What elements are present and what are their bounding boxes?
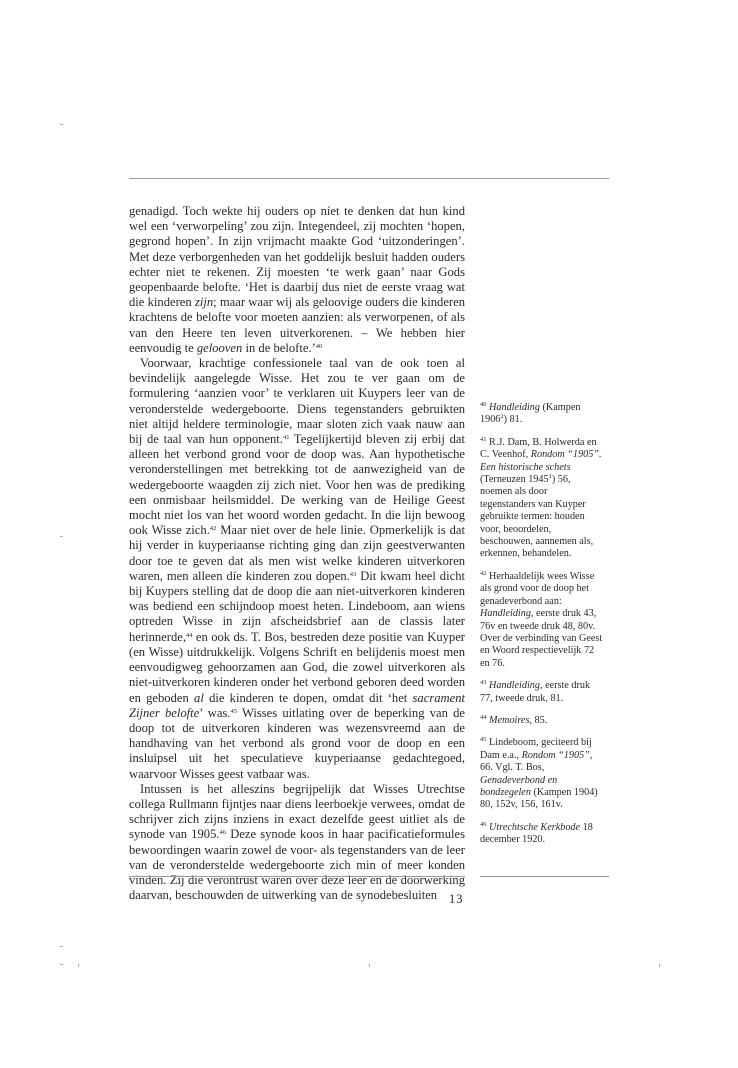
- italic-run: zijn: [194, 295, 214, 310]
- italic-run: Memoires: [489, 714, 530, 726]
- text-run: Lindeboom, geciteerd bij Dam e.a.,: [480, 737, 592, 761]
- text-run: in de belofte.’: [242, 340, 316, 355]
- footnote-ref: 46: [480, 820, 487, 828]
- footnote: [480, 571, 604, 670]
- italic-run: al: [194, 690, 204, 705]
- footnote-ref: 45: [480, 736, 487, 744]
- italic-run: gelooven: [196, 340, 243, 355]
- text-run: Herhaaldelijk wees Wisse als grond voor de doop het genadeverbond aan:: [480, 570, 595, 607]
- italic-run: Handleiding: [489, 402, 540, 413]
- scan-mark: [369, 964, 370, 967]
- text-run: Maar niet over de hele linie. Opmerkelijk is dat hij verder in kuyperiaanse richting ging dan zijn geestverwanten door toe te geven dat als men wist welke kinderen uitverkoren waren, men alleen díe kinderen zou dopen.: [129, 523, 466, 583]
- italic-run: sacrament Zijner belofte: [129, 690, 465, 720]
- footnote-ref: 42: [480, 569, 487, 577]
- text-run: genadigd. Toch wekte hij ouders op níet te denken dat hun kind wel een ‘verworpeling’ zou zijn. Integendeel, zij mochten ‘hopen, gegrond hopen’. In zijn vrijmacht maakte God ‘uitzonderingen’. Met deze verborgenheden van het goddelijk besluit hadden ouders echter niet te rekenen. Zij moesten ‘te werk gaan’ naar Gods geopenbaarde belofte. ‘Het is daarbij dus niet de eerste vraag wat die kinderen: [129, 204, 465, 310]
- italic-run: Genadeverbond en bondzegelen: [480, 774, 558, 798]
- text-run: Wisses uitlating over de beperking van de doop tot de uitverkoren kinderen was wezensvreemd aan de handhaving van het verbond als grond voor de doop en een insluipsel uit het speculatieve kuyperiaanse gedachtegoed, waarvoor Wisses geest vatbaar was.: [129, 705, 465, 781]
- footnote-ref: 43: [349, 570, 357, 578]
- footnote-ref: 44: [186, 631, 193, 639]
- text-run: Voorwaar, krachtige confessionele taal van de ook toen al bevindelijk aangelegde Wisse. Het zou te ver gaan om de formulering ‘aanzien voor’ te verklaren uit Kuypers leer van de veronderstelde wedergeboorte. Diens tegenstanders gebruikten niet altijd heldere terminologie, maar sloten zich vaak nauw aan bij de taal van hun opponent.: [129, 356, 465, 447]
- footnote-ref: 41: [480, 435, 487, 443]
- text-run: , eerste druk 43, 76v en tweede druk 48, 80v. Over de verbinding van Geest en Woord respectievelijk 72 en 76.: [480, 608, 603, 669]
- footnote: [480, 680, 604, 705]
- body-paragraph: [129, 356, 465, 782]
- italic-run: Handleiding: [489, 680, 540, 692]
- text-run: ) 81.: [503, 414, 523, 426]
- page-number: 13: [449, 892, 464, 906]
- text-run: Dit kwam heel dicht bij Kuypers stelling dat de doop die aan niet-uitverkoren kinderen was bediend een schijndoop moest heten. Lindeboom, aan wiens optreden Wisse in zijn afscheidsbrief aan de classis later herinnerde,: [129, 568, 465, 644]
- text-run: , 85.: [529, 714, 548, 726]
- text-run: , eerste druk 77, tweede druk, 81.: [480, 680, 591, 704]
- footnotes-column: [480, 402, 604, 857]
- italic-run: Rondom “1905”. Een historische schets: [480, 449, 602, 473]
- body-text-column: [129, 204, 465, 903]
- text-run: ’ was.: [199, 705, 231, 720]
- text-run: R.J. Dam, B. Holwerda en C. Veenhof,: [480, 436, 597, 461]
- header-rule: [129, 178, 609, 179]
- footnote-ref: 43: [480, 679, 487, 687]
- body-paragraph: [129, 782, 465, 904]
- italic-run: Utrechtsche Kerkbode: [489, 821, 581, 833]
- scan-mark: [60, 964, 63, 965]
- text-run: die kinderen te dopen, omdat dit ‘het: [203, 690, 413, 705]
- footnote: [480, 822, 604, 847]
- scan-mark: [60, 124, 63, 125]
- text-run: (Terneuzen 1945: [480, 474, 549, 486]
- scan-mark: [78, 964, 79, 967]
- text-run: Tegelijkertijd bleven zij erbij dat alleen het verbond grond voor de doop was. Aan hypothetische veronderstellingen met betrekking tot de aanwezigheid van de wedergeboorte waagden zij zich niet. Voor hen was de prediking een onmisbaar heilsmiddel. De werking van de Heilige Geest mocht niet los van het woord worden gedacht. In die lijn bewoog ook Wisse zich.: [129, 432, 465, 538]
- footnote-ref: 45: [230, 707, 237, 715]
- footnote-ref: 1: [548, 473, 552, 481]
- text-run: , 66. Vgl. T. Bos,: [480, 749, 593, 774]
- text-run: (Kampen 1906: [480, 402, 581, 426]
- scan-mark: [659, 964, 660, 967]
- text-run: Deze synode koos in haar pacificatieformules bewoordingen waarin zowel de voor- als tegenstanders van de leer van de veronderstelde wedergeboorte zich min of meer konden vinden. Zij die verontrust waren over deze leer en de doorwerking daarvan, beschouwden de uitwerking van de synodebesluiten: [129, 827, 465, 903]
- text-run: (Kampen 1904) 80, 152v, 156, 161v.: [480, 786, 598, 811]
- footnote-ref: 42: [209, 525, 217, 533]
- italic-run: Handleiding: [480, 608, 531, 620]
- text-run: Intussen is het alleszins begrijpelijk dat Wisses Utrechtse collega Rullmann fijntjes naar diens leerboekje verwees, omdat de schrijver zich zijns inziens in exact dezelfde geest uitliet als de synode van 1905.: [129, 781, 465, 842]
- notes-footer-rule: [480, 876, 609, 877]
- footnote-ref: 40: [480, 401, 487, 408]
- scan-mark: [60, 946, 63, 947]
- text-run: 18 december 1920.: [480, 821, 593, 846]
- footnote: [480, 737, 604, 811]
- body-paragraph: [129, 204, 465, 356]
- footnote-ref: 40: [315, 342, 323, 350]
- italic-run: Rondom “1905”: [521, 749, 590, 761]
- footnote-ref: 44: [480, 713, 487, 721]
- footnote: [480, 715, 604, 727]
- footnote-ref: 41: [282, 434, 290, 442]
- text-run: ; maar waar wij als geloovige ouders die kinderen krachtens de belofte voor moeten aanzien: als verworpenen, of als van den Heere ten leven uitverkorenen. – We hebben hier eenvoudig te: [129, 295, 465, 355]
- footnote-ref: 2: [500, 413, 504, 421]
- text-run: en ook ds. T. Bos, bestreden deze positie van Kuyper (en Wisse) uitdrukkelijk. Volgens Schrift en belijdenis moest men eenvoudigweg gehoorzamen aan God, die zowel uitverkoren als niet-uitverkoren kinderen onder het verbond geboren deed worden en geboden: [129, 629, 465, 705]
- footnote: [480, 437, 604, 561]
- scan-mark: [60, 536, 63, 537]
- text-run: ) 56, noemen als door tegenstanders van Kuyper gebruikte termen: houden voor, beoordelen, beschouwen, aannemen als, erkennen, behandelen.: [480, 474, 594, 560]
- footnote: [480, 402, 604, 427]
- body-footer-rule: [129, 876, 465, 877]
- footnote-ref: 46: [219, 829, 227, 837]
